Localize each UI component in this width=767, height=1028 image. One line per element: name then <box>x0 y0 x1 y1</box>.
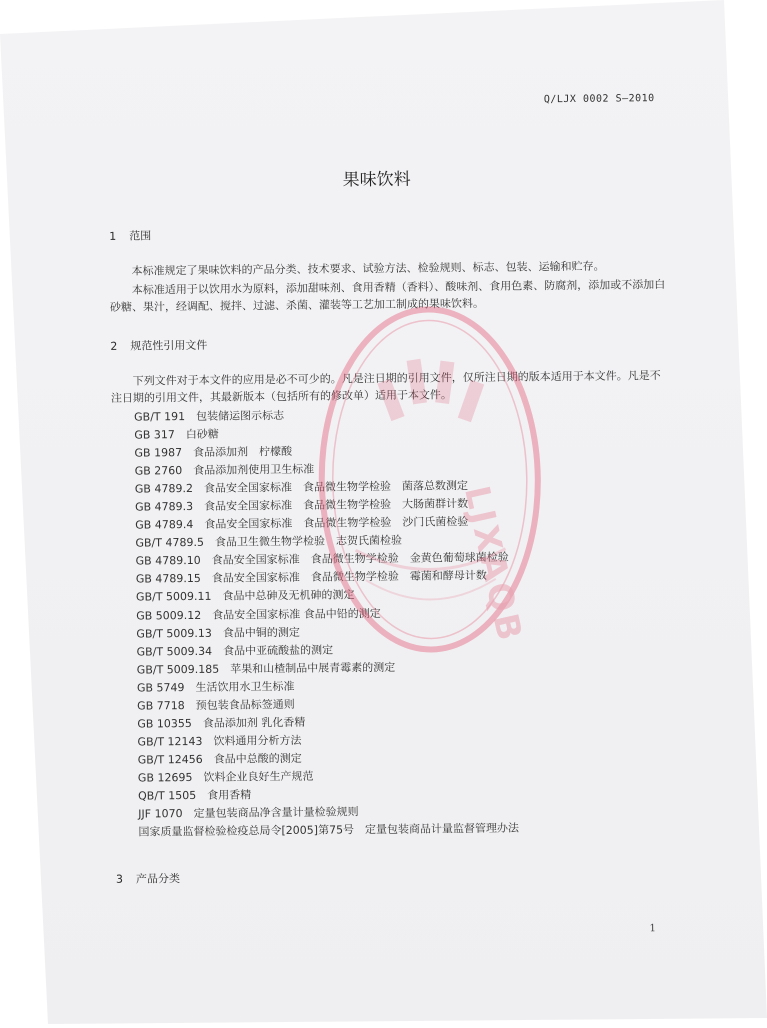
reference-item: GB/T 5009.13 食品中铜的测定 <box>136 625 300 641</box>
reference-item: GB 4789.15 食品安全国家标准 食品微生物学检验 霉菌和酵母计数 <box>135 569 487 586</box>
reference-item: GB 4789.4 食品安全国家标准 食品微生物学检验 沙门氏菌检验 <box>135 515 469 532</box>
section-1-number: 1 <box>109 229 117 243</box>
section-2-number: 2 <box>110 339 118 353</box>
reference-item: GB/T 5009.11 食品中总砷及无机砷的测定 <box>135 588 355 605</box>
section-2-intro: 下列文件对于本文件的应用是必不可少的。凡是注日期的引用文件，仅所注日期的版本适用于本文件。凡是不注日期的引用文件，其最新版本（包括所有的修改单）适用于本文件。 <box>110 369 661 405</box>
reference-item: GB/T 191 包装储运图示标志 <box>134 408 285 424</box>
section-1-paragraph-2: 本标准适用于以饮用水为原料，添加甜味剂、食用香精（香料）、酸味剂、食用色素、防腐剂，添加或不添加白砂糖、果汁，经调配、搅拌、过滤、杀菌、灌装等工艺加工制成的果味饮料。 <box>109 278 666 314</box>
reference-item: GB 1987 食品添加剂 柠檬酸 <box>134 445 293 460</box>
reference-item: GB 4789.3 食品安全国家标准 食品微生物学检验 大肠菌群计数 <box>134 497 469 514</box>
section-1-title: 范围 <box>129 229 152 243</box>
section-3-title: 产品分类 <box>135 872 181 886</box>
reference-item: JJF 1070 定量包装商品净含量计量检验规则 <box>138 805 359 821</box>
reference-item: QB/T 1505 食用香精 <box>138 788 252 803</box>
reference-item: GB 7718 预包装食品标签通则 <box>137 697 295 713</box>
reference-item: GB 5009.12 食品安全国家标准 食品中铅的测定 <box>136 606 381 623</box>
reference-item: GB/T 4789.5 食品卫生微生物学检验 志贺氏菌检验 <box>135 534 402 550</box>
section-2-heading <box>110 337 207 354</box>
reference-item: GB/T 12143 饮料通用分析方法 <box>137 733 302 749</box>
document-number: Q/LJX 0002 S—2010 <box>543 93 655 106</box>
reference-item: GB/T 5009.34 食品中亚硫酸盐的测定 <box>136 643 334 659</box>
section-3-number: 3 <box>115 872 124 886</box>
page-number: 1 <box>649 923 656 935</box>
reference-item: 国家质量监督检验检疫总局令[2005]第75号 定量包装商品计量监督管理办法 <box>138 821 520 839</box>
reference-item: GB 4789.2 食品安全国家标准 食品微生物学检验 菌落总数测定 <box>134 479 468 496</box>
section-1-paragraph-1: 本标准规定了果味饮料的产品分类、技术要求、试验方法、检验规则、标志、包装、运输和贮存。 <box>131 259 605 278</box>
reference-item: GB 2760 食品添加剂使用卫生标准 <box>134 462 315 478</box>
reference-list <box>134 404 599 842</box>
reference-item: GB/T 5009.185 苹果和山楂制品中展青霉素的测定 <box>136 660 396 677</box>
section-3-heading <box>116 870 180 887</box>
seal-text: LJXAQB <box>456 482 530 647</box>
section-1-heading <box>109 227 151 243</box>
reference-item: GB 317 白砂糖 <box>134 427 219 442</box>
reference-item: GB 10355 食品添加剂 乳化香精 <box>137 715 306 731</box>
reference-item: GB/T 12456 食品中总酸的测定 <box>137 751 302 767</box>
reference-item: GB 4789.10 食品安全国家标准 食品微生物学检验 金黄色葡萄球菌检验 <box>135 551 509 568</box>
reference-item: GB 12695 饮料企业良好生产规范 <box>137 769 314 785</box>
reference-item: GB 5749 生活饮用水卫生标准 <box>136 679 295 695</box>
section-2-title: 规范性引用文件 <box>130 338 208 353</box>
document-title: 果味饮料 <box>342 169 411 191</box>
